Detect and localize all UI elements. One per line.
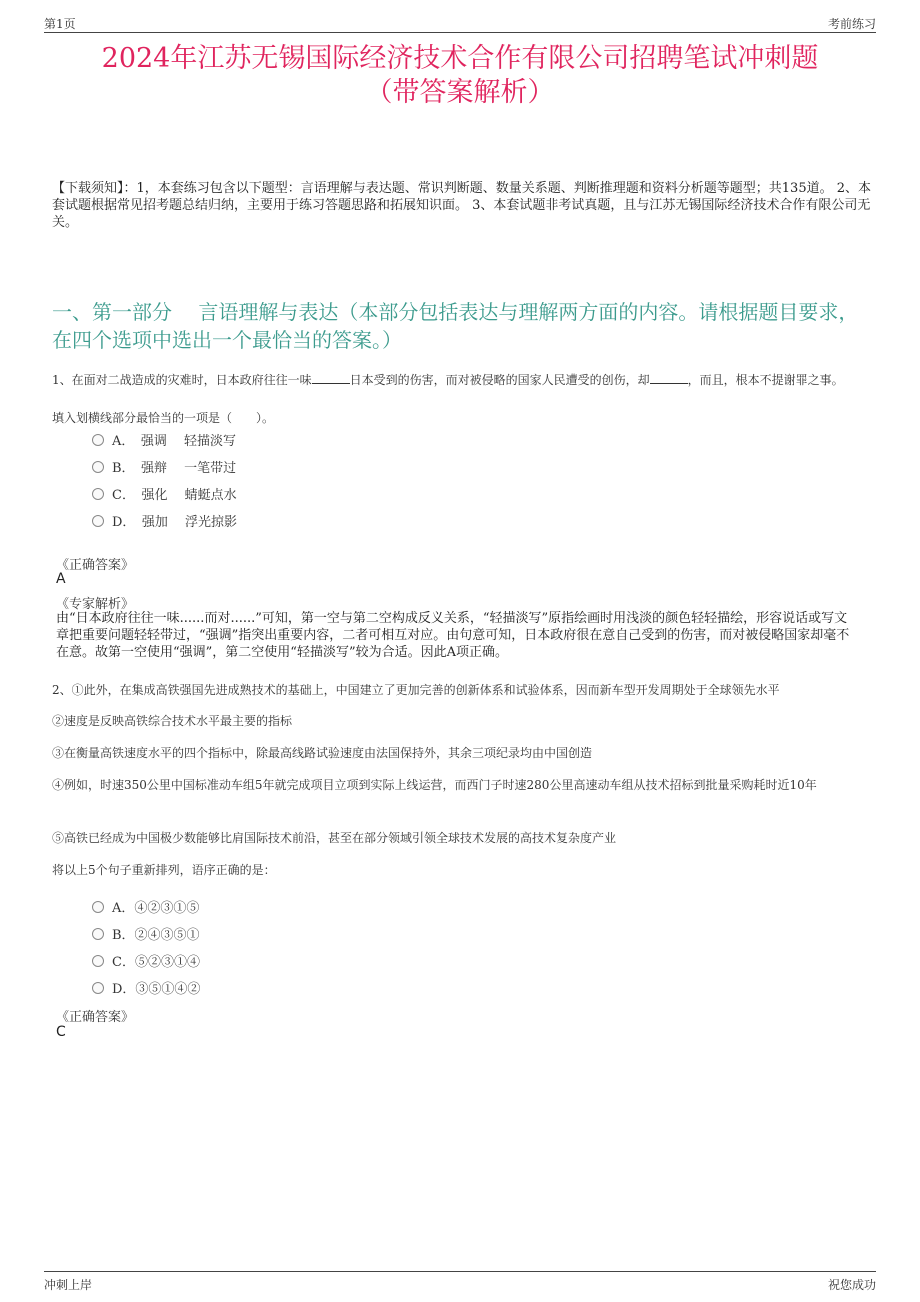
q2-answer-label: 《正确答案》 [56, 1010, 135, 1025]
question-1-options [92, 426, 492, 534]
radio-icon[interactable] [92, 434, 104, 446]
q1-option-d[interactable]: D． 强加 浮光掠影 [92, 507, 492, 534]
q1-stem-part-c: ，而且，根本不提谢罪之事。 [687, 373, 844, 387]
q1-blank-2 [650, 372, 688, 384]
footer-right-text: 祝您成功 [827, 1278, 876, 1292]
q1-analysis: 由“日本政府往往一味......而对......”可知，第一空与第二空构成反义关系，“轻描淡写”原指绘画时用浅淡的颜色轻轻描绘，形容说话或写文章把重要问题轻轻带过，“强调”指突出重要内容，二者可相互对应。由句意可知，日本政府很在意自己受到的伤害，而对被侵略国家却毫不在意。故第一空使用“强调”，第二空使用“轻描淡写”较为合适。因此A项正确。 [56, 611, 850, 660]
q2-sentence-1: 2、①此外，在集成高铁强国先进成熟技术的基础上，中国建立了更加完善的创新体系和试验体系，因而新车型开发周期处于全球领先水平 [52, 683, 780, 697]
radio-icon[interactable] [92, 982, 104, 994]
q1-option-c[interactable]: C． 强化 蜻蜓点水 [92, 480, 492, 507]
q2-option-c[interactable]: C．⑤②③①④ [92, 947, 492, 974]
radio-icon[interactable] [92, 928, 104, 940]
page-footer [44, 1271, 876, 1294]
q1-blank-1 [312, 372, 350, 384]
q2-option-a[interactable]: A．④②③①⑤ [92, 893, 492, 920]
radio-icon[interactable] [92, 955, 104, 967]
q2-option-b[interactable]: B．②④③⑤① [92, 920, 492, 947]
q2-instruction: 将以上5个句子重新排列，语序正确的是： [52, 863, 276, 877]
question-1-instruction: 填入划横线部分最恰当的一项是（ ）。 [52, 411, 275, 425]
page-title [40, 42, 880, 110]
radio-icon[interactable] [92, 488, 104, 500]
radio-icon[interactable] [92, 461, 104, 473]
q1-option-b[interactable]: B． 强辩 一笔带过 [92, 453, 492, 480]
q2-sentence-2: ②速度是反映高铁综合技术水平最主要的指标 [52, 714, 293, 728]
page-number: 第1页 [44, 17, 76, 31]
q2-sentence-5: ⑤高铁已经成为中国极少数能够比肩国际技术前沿，甚至在部分领域引领全球技术发展的高技术复杂度产业 [52, 831, 617, 845]
question-2-options [92, 893, 492, 1001]
download-notice: 【下载须知】：1，本套练习包含以下题型：言语理解与表达题、常识判断题、数量关系题、判断推理题和资料分析题等题型；共135道。 2、本套试题根据常见招考题总结归纳，主要用于练习答题思路和拓展知识面。 3、本套试题非考试真题，且与江苏无锡国际经济技术合作有限公司无关。 [52, 181, 871, 230]
q2-answer: C [56, 1024, 66, 1040]
footer-left-text: 冲刺上岸 [44, 1278, 93, 1292]
header-tag: 考前练习 [827, 17, 876, 31]
question-1-stem [52, 372, 872, 389]
title-line-2: （带答案解析） [365, 77, 555, 108]
q1-analysis-label: 《专家解析》 [56, 597, 135, 612]
q2-sentence-3: ③在衡量高铁速度水平的四个指标中，除最高线路试验速度由法国保持外，其余三项纪录均由中国创造 [52, 746, 593, 760]
q1-option-a[interactable]: A． 强调 轻描淡写 [92, 426, 492, 453]
radio-icon[interactable] [92, 515, 104, 527]
q1-stem-part-a: 1、在面对二战造成的灾难时，日本政府往往一味 [52, 373, 312, 387]
q2-sentence-4: ④例如，时速350公里中国标准动车组5年就完成项目立项到实际上线运营，而西门子时速280公里高速动车组从技术招标到批量采购耗时近10年 [52, 778, 817, 792]
q1-answer: A [56, 571, 66, 587]
q1-answer-label: 《正确答案》 [56, 558, 135, 573]
radio-icon[interactable] [92, 901, 104, 913]
page-header [44, 12, 876, 33]
q2-option-d[interactable]: D．③⑤①④② [92, 974, 492, 1001]
title-line-1: 2024年江苏无锡国际经济技术合作有限公司招聘笔试冲刺题 [101, 43, 819, 74]
q1-stem-part-b: 日本受到的伤害，而对被侵略的国家人民遭受的创伤，却 [349, 373, 650, 387]
section-heading: 一、第一部分 言语理解与表达（本部分包括表达与理解两方面的内容。请根据题目要求，在四个选项中选出一个最恰当的答案。） [52, 300, 859, 352]
